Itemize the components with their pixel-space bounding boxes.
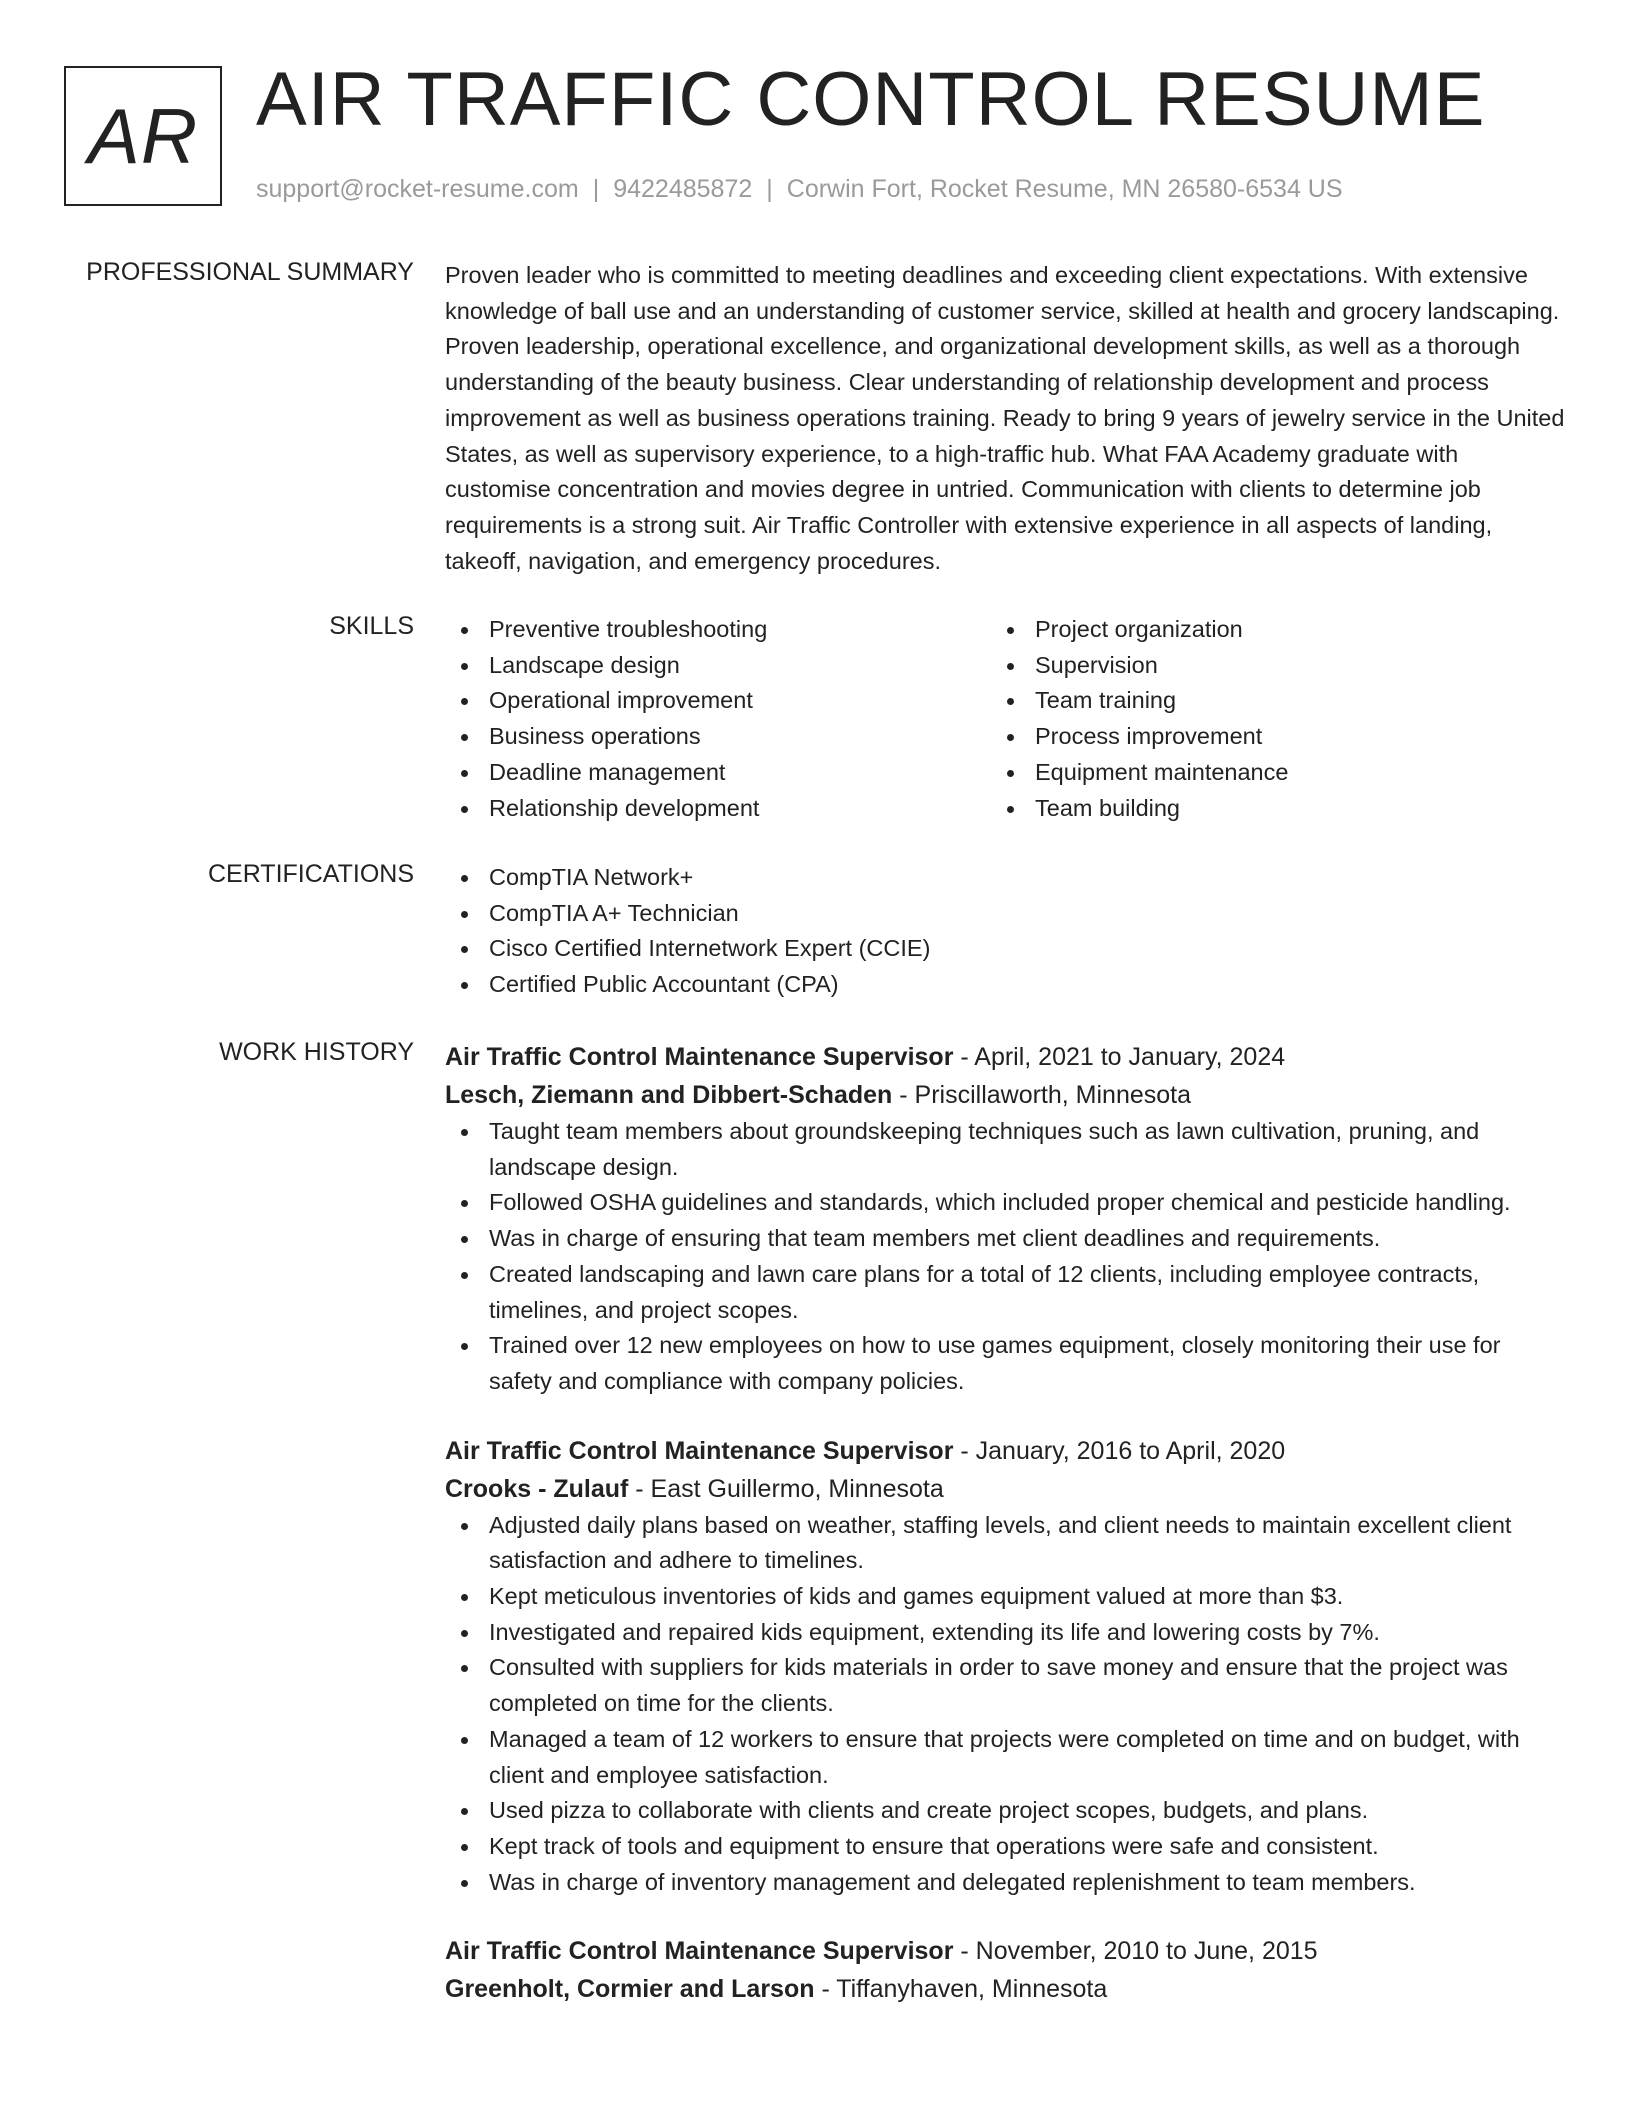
bullet-dot-icon — [461, 911, 468, 918]
skill-item — [445, 791, 991, 827]
job-duty-item — [445, 1650, 1565, 1721]
contact-email: support@rocket-resume.com — [256, 175, 579, 203]
job-duty-item — [445, 1579, 1565, 1615]
skill-item — [445, 612, 991, 648]
skill-item — [991, 683, 1537, 719]
bullet-dot-icon — [461, 770, 468, 777]
bullet-dot-icon — [461, 663, 468, 670]
job-entry — [445, 1432, 1565, 1901]
job-dates: - January, 2016 to April, 2020 — [953, 1436, 1286, 1465]
job-duty-item — [445, 1793, 1565, 1829]
bullet-dot-icon — [461, 1523, 468, 1530]
section-label-summary: PROFESSIONAL SUMMARY — [86, 258, 414, 286]
bullet-dot-icon — [461, 946, 468, 953]
job-duty-item-text: Used pizza to collaborate with clients and create project scopes, budgets, and plans. — [489, 1797, 1369, 1824]
skill-item-text: Landscape design — [489, 651, 680, 678]
job-title: Air Traffic Control Maintenance Supervisor — [445, 1937, 954, 1966]
work-history-body — [445, 1038, 1565, 2040]
skill-item-text: Relationship development — [489, 794, 760, 821]
certification-item — [445, 896, 1565, 932]
bullet-dot-icon — [461, 1844, 468, 1851]
bullet-dot-icon — [1007, 770, 1014, 777]
bullet-dot-icon — [1007, 734, 1014, 741]
certification-item-text: CompTIA Network+ — [489, 864, 694, 890]
bullet-dot-icon — [461, 1272, 468, 1279]
skills-column-1 — [445, 612, 991, 826]
summary-text: Proven leader who is committed to meeting deadlines and exceeding client expectations. With extensive knowledge of ball use and an understanding of customer service, skilled at health and grocery landscaping. Proven leadership, operational excellence, and organizational development skills, as well as a thorough understanding of the beauty business. Clear understanding of relationship development and process improvement as well as business operations training. Ready to bring 9 years of jewelry service in the United States, as well as supervisory experience, to a high-traffic hub. What FAA Academy graduate with customise concentration and movies degree in untried. Communication with clients to determine job requirements is a strong suit. Air Traffic Controller with extensive experience in all aspects of landing, takeoff, navigation, and emergency procedures. — [445, 262, 1565, 574]
job-location: - Tiffanyhaven, Minnesota — [814, 1975, 1108, 2004]
skill-item — [991, 755, 1537, 791]
bullet-dot-icon — [461, 1129, 468, 1136]
skill-item-text: Operational improvement — [489, 687, 753, 714]
contact-phone: 9422485872 — [613, 175, 753, 203]
skill-item-text: Business operations — [489, 723, 701, 750]
job-duty-item-text: Taught team members about groundskeeping techniques such as lawn cultivation, pruning, and landscape design. — [489, 1118, 1480, 1180]
job-duty-item-text: Followed OSHA guidelines and standards, which included proper chemical and pesticide handling. — [489, 1189, 1511, 1216]
job-duty-item — [445, 1865, 1565, 1901]
contact-separator: | — [766, 175, 773, 203]
bullet-dot-icon — [1007, 663, 1014, 670]
bullet-dot-icon — [461, 627, 468, 634]
job-title-line — [445, 1432, 1565, 1470]
skills-grid — [445, 612, 1565, 826]
skill-item — [445, 683, 991, 719]
job-company: Crooks - Zulauf — [445, 1474, 629, 1503]
job-duty-item-text: Kept track of tools and equipment to ensure that operations were safe and consistent. — [489, 1832, 1379, 1859]
certification-item — [445, 967, 1565, 1003]
job-title: Air Traffic Control Maintenance Supervisor — [445, 1436, 954, 1465]
monogram-badge: AR — [64, 66, 222, 206]
bullet-dot-icon — [461, 1665, 468, 1672]
section-label-work-history: WORK HISTORY — [219, 1038, 414, 1066]
skill-item — [991, 719, 1537, 755]
skill-item — [445, 648, 991, 684]
bullet-dot-icon — [1007, 627, 1014, 634]
skill-item-text: Team training — [1035, 687, 1177, 714]
job-company: Lesch, Ziemann and Dibbert-Schaden — [445, 1081, 893, 1109]
job-duty-item-text: Kept meticulous inventories of kids and games equipment valued at more than $3. — [489, 1583, 1344, 1610]
bullet-dot-icon — [461, 875, 468, 882]
summary-body — [445, 258, 1565, 579]
bullet-dot-icon — [461, 1737, 468, 1744]
skill-item-text: Deadline management — [489, 758, 726, 785]
skill-item-text: Project organization — [1035, 616, 1243, 642]
job-duty-item — [445, 1615, 1565, 1651]
skill-item — [991, 612, 1537, 648]
contact-separator: | — [592, 175, 600, 203]
job-duty-item — [445, 1114, 1565, 1185]
job-title-line — [445, 1932, 1565, 1970]
bullet-dot-icon — [1007, 698, 1014, 705]
job-company-line — [445, 1970, 1565, 2008]
job-company-line — [445, 1470, 1565, 1508]
section-label-certifications: CERTIFICATIONS — [207, 860, 414, 888]
job-dates: - April, 2021 to January, 2024 — [953, 1043, 1286, 1071]
certification-item — [445, 931, 1565, 967]
job-duty-item-text: Consulted with suppliers for kids materials in order to save money and ensure that the project was completed on time for the clients. — [489, 1654, 1508, 1717]
certification-item-text: CompTIA A+ Technician — [489, 899, 739, 926]
certification-item-text: Cisco Certified Internetwork Expert (CCIE) — [489, 935, 931, 962]
job-dates: - November, 2010 to June, 2015 — [953, 1937, 1318, 1966]
bullet-dot-icon — [461, 806, 468, 813]
job-entry — [445, 1932, 1565, 2008]
job-duty-item — [445, 1722, 1565, 1793]
bullet-dot-icon — [461, 1808, 468, 1815]
skill-item — [445, 755, 991, 791]
skill-item-text: Process improvement — [1035, 723, 1263, 750]
job-duty-item-text: Was in charge of ensuring that team members met client deadlines and requirements. — [489, 1225, 1381, 1252]
skill-item — [991, 648, 1537, 684]
bullet-dot-icon — [461, 1343, 468, 1350]
job-company-line — [445, 1076, 1565, 1114]
job-duties-list — [445, 1114, 1565, 1400]
job-duty-item-text: Trained over 12 new employees on how to use games equipment, closely monitoring their use for safety and compliance with company policies. — [489, 1332, 1501, 1394]
job-duty-item-text: Managed a team of 12 workers to ensure that projects were completed on time and on budget, with client and employee satisfaction. — [489, 1725, 1520, 1788]
job-duty-item — [445, 1185, 1565, 1221]
skills-column-2 — [991, 612, 1537, 826]
bullet-dot-icon — [461, 1594, 468, 1601]
job-location: - East Guillermo, Minnesota — [628, 1474, 944, 1503]
skill-item — [991, 791, 1537, 827]
job-duty-item — [445, 1257, 1565, 1328]
certification-item — [445, 860, 1565, 896]
job-duty-item — [445, 1328, 1565, 1399]
bullet-dot-icon — [461, 982, 468, 989]
bullet-dot-icon — [461, 734, 468, 741]
job-duty-item — [445, 1508, 1565, 1579]
job-entry — [445, 1038, 1565, 1400]
job-location: - Priscillaworth, Minnesota — [892, 1081, 1192, 1109]
job-duty-item-text: Investigated and repaired kids equipment, extending its life and lowering costs by 7%. — [489, 1618, 1380, 1645]
job-company: Greenholt, Cormier and Larson — [445, 1975, 815, 2004]
skill-item-text: Preventive troubleshooting — [489, 616, 768, 642]
bullet-dot-icon — [461, 698, 468, 705]
bullet-dot-icon — [461, 1200, 468, 1207]
bullet-dot-icon — [461, 1630, 468, 1637]
skill-item — [445, 719, 991, 755]
certifications-list — [445, 860, 1565, 1003]
job-duty-item-text: Was in charge of inventory management and delegated replenishment to team members. — [489, 1868, 1416, 1895]
job-duty-item-text: Adjusted daily plans based on weather, staffing levels, and client needs to maintain excellent client satisfaction and adhere to timelines. — [489, 1511, 1512, 1574]
job-duty-item — [445, 1221, 1565, 1257]
skill-item-text: Team building — [1035, 794, 1181, 821]
job-title: Air Traffic Control Maintenance Supervisor — [445, 1043, 954, 1071]
job-title-line — [445, 1038, 1565, 1076]
certification-item-text: Certified Public Accountant (CPA) — [489, 971, 839, 998]
section-label-skills: SKILLS — [329, 612, 414, 640]
job-duty-item-text: Created landscaping and lawn care plans for a total of 12 clients, including employee contracts, timelines, and project scopes. — [489, 1260, 1480, 1323]
certifications-body — [445, 860, 1565, 1003]
skills-body — [445, 612, 1565, 826]
job-duty-item — [445, 1829, 1565, 1865]
skill-item-text: Equipment maintenance — [1035, 758, 1289, 785]
skill-item-text: Supervision — [1035, 651, 1158, 678]
contact-address: Corwin Fort, Rocket Resume, MN 26580-6534 US — [786, 175, 1343, 203]
bullet-dot-icon — [1007, 806, 1014, 813]
bullet-dot-icon — [461, 1880, 468, 1887]
job-duties-list — [445, 1508, 1565, 1901]
contact-line — [256, 175, 1343, 204]
resume-title: AIR TRAFFIC CONTROL RESUME — [256, 57, 1486, 142]
bullet-dot-icon — [461, 1236, 468, 1243]
